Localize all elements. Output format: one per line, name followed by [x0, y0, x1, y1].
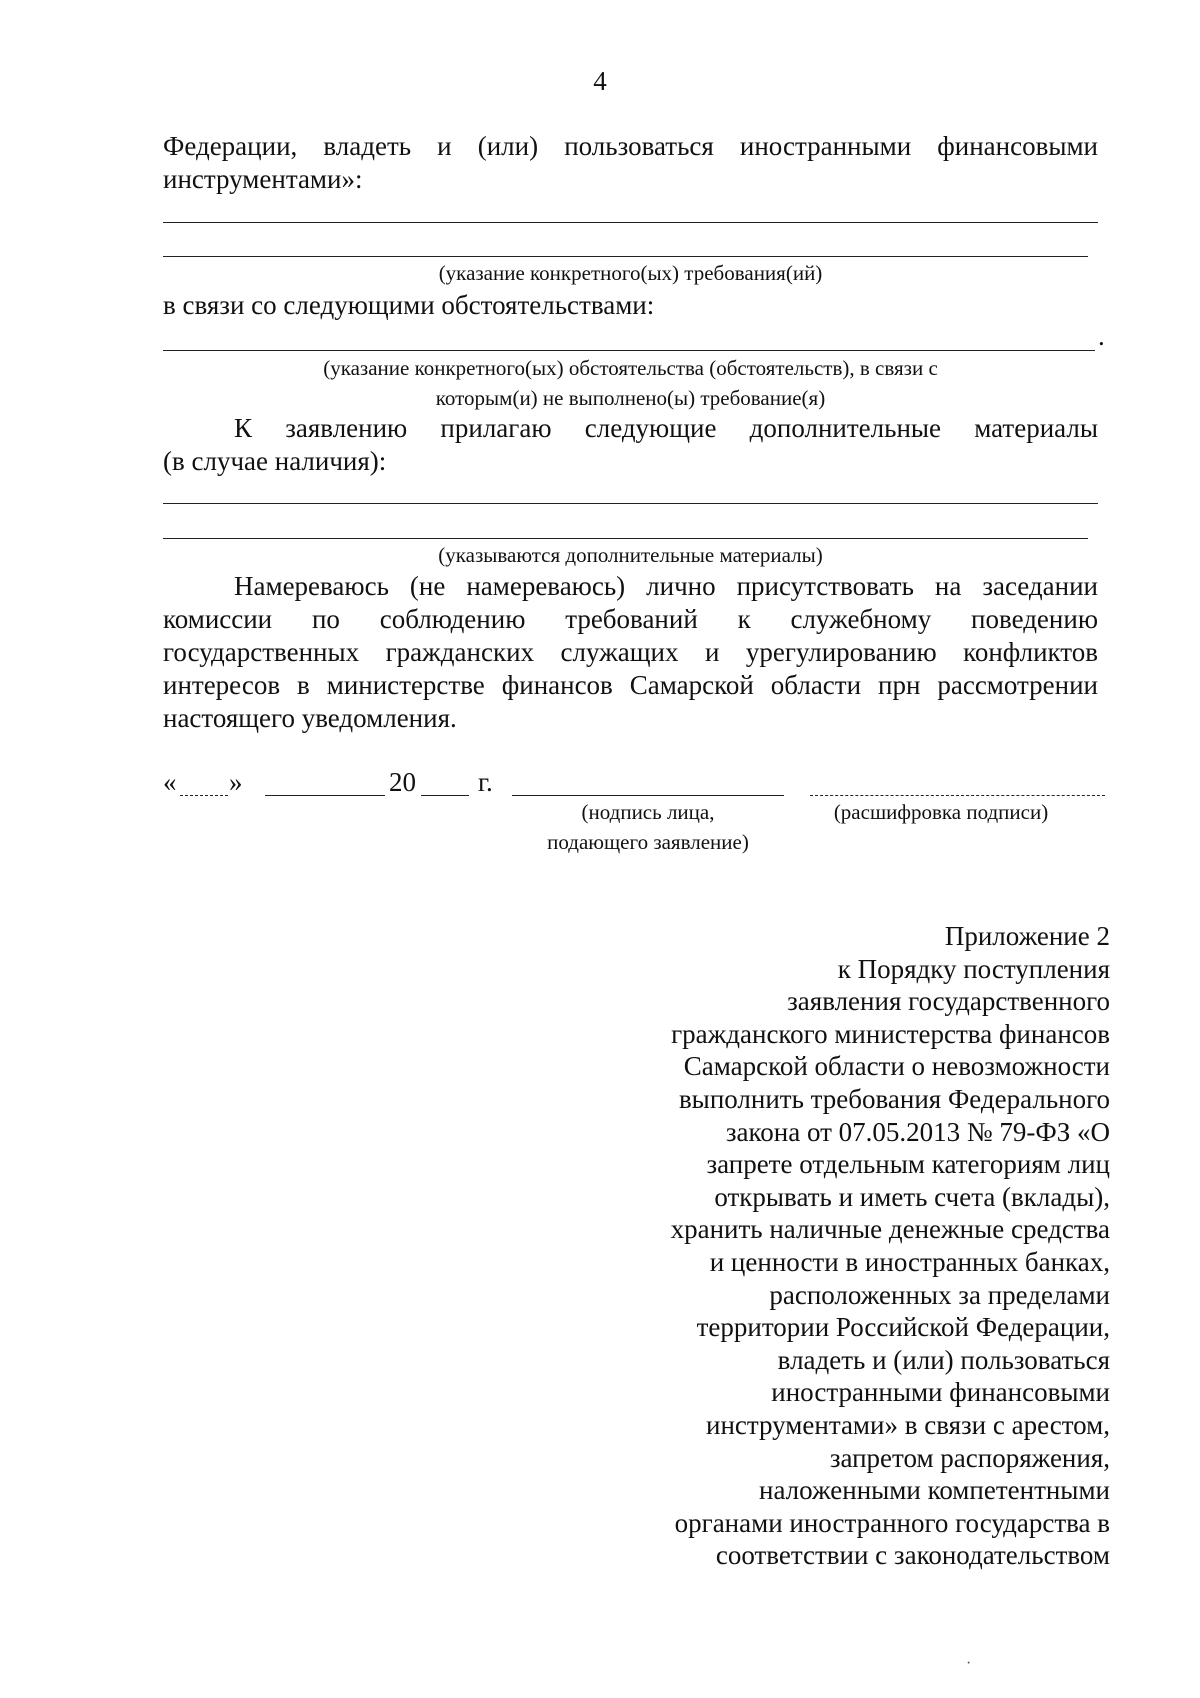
appendix-line: владеть и (или) пользоваться [777, 1344, 1110, 1375]
decode-blank-line [810, 795, 1105, 796]
appendix-line: открывать и иметь счета (вклады), [714, 1181, 1110, 1212]
signer-caption [512, 797, 784, 857]
decode-caption: (расшифровка подписи) [833, 800, 1049, 824]
appendix-line: иностранными финансовыми [771, 1377, 1110, 1408]
appendix-line: инструментами» в связи с арестом, [706, 1409, 1110, 1440]
signer-caption-line-1: (нодпись лица, [581, 800, 715, 824]
intro-line-1: Федерации, владеть и (или) пользоваться иностранными финансовыми [163, 131, 1098, 161]
attach-blank-line-2 [163, 538, 1088, 539]
appendix-line: и ценности в иностранных банках, [709, 1246, 1110, 1277]
attach-blank-line-1 [163, 503, 1098, 504]
attach-line-2: (в случае наличия): [163, 446, 387, 476]
appendix-line: закона от 07.05.2013 № 79-ФЗ «О [725, 1116, 1110, 1147]
date-open-quote: « [163, 767, 177, 797]
requirement-blank-line-2 [163, 256, 1088, 257]
attach-paragraph [163, 412, 1098, 478]
appendix-line: наложенными компетентными [759, 1475, 1110, 1506]
appendix-line: выполнить требования Федерального [678, 1083, 1110, 1114]
date-close-quote: » [229, 767, 243, 797]
appendix-line: расположенных за пределами [769, 1279, 1110, 1310]
appendix-line: Самарской области о невозможности [683, 1051, 1110, 1082]
attach-line-1: К заявлению прилагаю следующие дополнительные материалы [234, 413, 1098, 443]
date-year-suffix: г. [478, 767, 493, 797]
appendix-line: запретом распоряжения, [829, 1442, 1110, 1473]
requirement-blank-line-1 [163, 222, 1098, 223]
circumstances-blank-line [163, 350, 1095, 351]
appendix-line: гражданского министерства финансов [671, 1018, 1110, 1049]
appendix-line: органами иностранного государства в [674, 1507, 1110, 1538]
date-year-prefix: 20 [389, 767, 416, 797]
intent-line-2: комиссии по соблюдению требований к служебному поведению [163, 604, 1098, 634]
intent-line-3: государственных гражданских служащих и урегулированию конфликтов [163, 637, 1098, 667]
requirement-caption: (указание конкретного(ых) требования(ий) [438, 261, 823, 285]
circumstances-end-dot: . [1098, 321, 1105, 351]
date-year-blank [421, 795, 469, 796]
date-day-blank [180, 795, 228, 796]
intent-paragraph [163, 570, 1098, 735]
circumstances-label: в связи со следующими обстоятельствами: [163, 290, 655, 320]
intent-line-4: интересов в министерстве финансов Самарской области прн рассмотрении [163, 670, 1098, 700]
circumstances-caption [163, 353, 1098, 413]
page-number: 4 [593, 66, 607, 96]
appendix-line: соответствии с законодательством [715, 1540, 1110, 1571]
circumstances-caption-line-1: (указание конкретного(ых) обстоятельства (обстоятельств), в связи с [323, 356, 938, 380]
appendix-line: заявления государственного [787, 986, 1110, 1017]
date-month-blank [265, 795, 385, 796]
appendix-line: территории Российской Федерации, [696, 1312, 1110, 1343]
appendix-header [510, 920, 1110, 1572]
signature-blank-line [512, 795, 784, 796]
intent-line-5: настоящего уведомления. [163, 703, 457, 733]
attach-caption: (указываются дополнительные материалы) [438, 543, 823, 567]
signer-caption-line-2: подающего заявление) [547, 830, 749, 854]
intro-paragraph [163, 130, 1098, 196]
appendix-line: запрете отдельным категориям лиц [706, 1149, 1110, 1180]
scan-speck: · [966, 1655, 972, 1672]
appendix-line: к Порядку поступления [837, 953, 1110, 984]
appendix-line: хранить наличные денежные средства [670, 1214, 1110, 1245]
circumstances-caption-line-2: которым(и) не выполнено(ы) требование(я) [435, 386, 826, 410]
intent-line-1: Намереваюсь (не намереваюсь) лично присутствовать на заседании [234, 571, 1098, 601]
intro-line-2: инструментами»: [163, 164, 363, 194]
appendix-line: Приложение 2 [944, 921, 1110, 951]
